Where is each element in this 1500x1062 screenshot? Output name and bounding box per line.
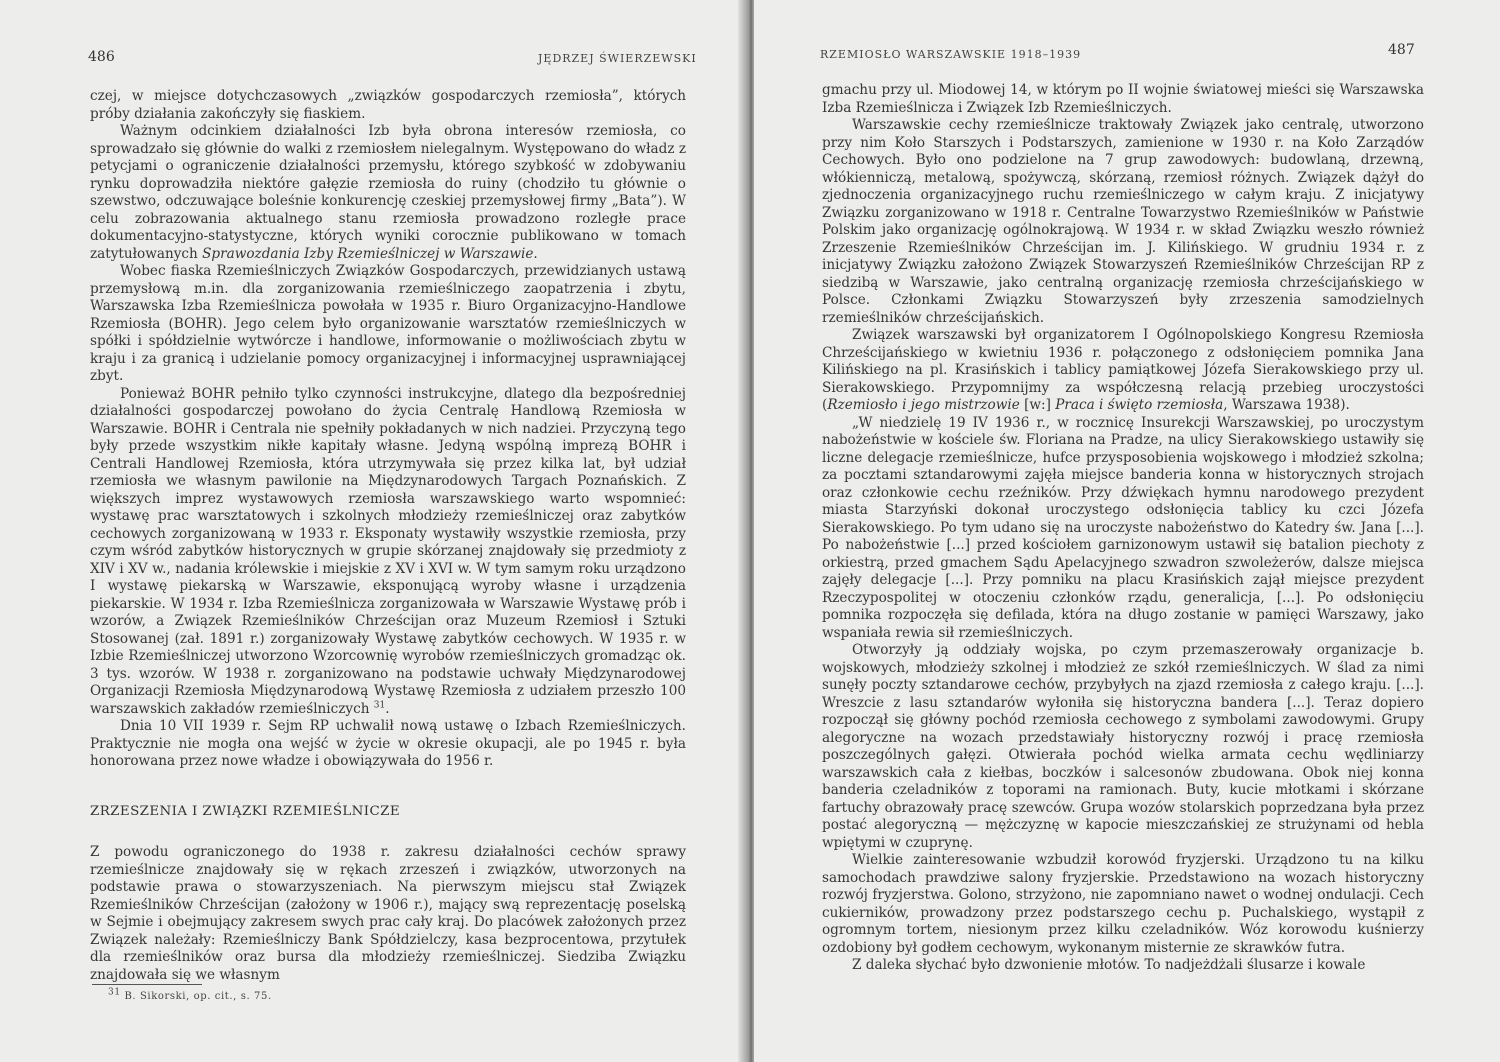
footnote-text: B. Sikorski, op. cit., s. 75. (124, 991, 272, 1002)
paragraph: Ważnym odcinkiem działalności Izb była obrona interesów rzemiosła, co sprowadzało się głównie do walki z rzemiosłem nielegalnym. Występowano do władz z petycjami o ograniczenie działalności przemysłu, którego szybkość w zdobywaniu rynku doprowadziła niektóre gałęzie rzemiosła do ruiny (chodziło tu głównie o szewstwo, odczuwające boleśnie konkurencję czeskiej przemysłowej firmy „Bata”). W celu zobrazowania aktualnego stanu rzemiosła prowadzono rozległe prace dokumentacyjno-statystyczne, których wyniki corocznie publikowano w tomach zatytułowanych Sprawozdania Izby Rzemieślniczej w Warszawie. (90, 123, 686, 262)
paragraph: Dnia 10 VII 1939 r. Sejm RP uchwalił nową ustawę o Izbach Rzemieślniczych. Praktycznie nie mogła ona wejść w życie w okresie okupacji, ale po 1945 r. była honorowana przez nowe władze i obowiązywała do 1956 r. (90, 718, 686, 769)
footnote-ref[interactable]: 31 (373, 699, 386, 710)
left-body-text (90, 88, 686, 771)
footnote (108, 987, 272, 1002)
page-number-left: 486 (88, 49, 115, 65)
running-head-right: RZEMIOSŁO WARSZAWSKIE 1918–1939 (820, 48, 1082, 61)
paragraph: czej, w miejsce dotychczasowych „związków gospodarczych rzemiosła”, których próby działania zakończyły się fiaskiem. (90, 88, 686, 122)
paragraph: Ponieważ BOHR pełniło tylko czynności instrukcyjne, dlatego dla bezpośredniej działalności gospodarczej powołano do życia Centralę Handlową Rzemiosła w Warszawie. BOHR i Centrala nie spełniły pokładanych w nich nadziei. Przyczyną tego były przede wszystkim nikłe kapitały własne. Jedyną wspólną imprezą BOHR i Centrali Handlowej Rzemiosła, która utrzymywała się przez kilka lat, był udział rzemiosła we własnym pawilonie na Międzynarodowych Targach Poznańskich. Z większych imprez wystawowych rzemiosła warszawskiego warto wspomnieć: wystawę prac warsztatowych i szkolnych młodzieży rzemieślniczej oraz zabytków cechowych zorganizowaną w 1933 r. Eksponaty wystawiły wszystkie rzemiosła, przy czym wśród zabytków historycznych w grupie skórzanej znajdowały się przedmioty z XIV i XV w., nadania królewskie i miejskie z XV i XVI w. W tym samym roku urządzono I wystawę piekarską w Warszawie, eksponującą wyroby własne i urządzenia piekarskie. W 1934 r. Izba Rzemieślnicza zorganizowała w Warszawie Wystawę prób i wzorów, a Związek Rzemieślników Chrześcijan oraz Muzeum Rzemiosł i Sztuki Stosowanej (zał. 1891 r.) zorganizowały Wystawę zabytków cechowych. W 1935 r. w Izbie Rzemieślniczej utworzono Wzorcownię wyrobów rzemieślniczych gromadząc ok. 3 tys. wzorów. W 1938 r. zorganizowano na podstawie uchwały Międzynarodowej Organizacji Rzemiosła Międzynarodową Wystawę Rzemiosła z udziałem przeszło 100 warszawskich zakładów rzemieślniczych $^{31}$. (90, 385, 686, 717)
right-body-text (822, 82, 1424, 975)
paragraph: gmachu przy ul. Miodowej 14, w którym po II wojnie światowej mieści się Warszawska Izba Rzemieślnicza i Związek Izb Rzemieślniczych. (822, 82, 1424, 116)
footnote-number: 31 (108, 987, 121, 998)
paragraph: Z daleka słychać było dzwonienie młotów. To nadjeżdżali ślusarze i kowale (852, 957, 1366, 973)
paragraph: Warszawskie cechy rzemieślnicze traktowały Związek jako centralę, utworzono przy nim Koło Starszych i Podstarszych, zamienione w 1930 r. na Koło Zarządów Cechowych. Było ono podzielone na 7 grup zawodowych: budowlaną, drzewną, włókienniczą, metalową, spożywczą, skórzaną, rzemiosł różnych. Związek dążył do zjednoczenia organizacyjnego ruchu rzemieślniczego w całym kraju. Z inicjatywy Związku zorganizowano w 1918 r. Centralne Towarzystwo Rzemieślników w Państwie Polskim jako organizację ogólnokrajową. W 1934 r. w skład Związku weszło również Zrzeszenie Rzemieślników Chrześcijan im. J. Kilińskiego. W grudniu 1934 r. z inicjatywy Związku założono Związek Stowarzyszeń Rzemieślników Chrześcijan RP z siedzibą w Warszawie, jako centralną organizację rzemiosła chrześcijańskiego w Polsce. Członkami Związku Stowarzyszeń były zrzeszenia samodzielnych rzemieślników chrześcijańskich. (822, 117, 1424, 326)
section-body-text (90, 844, 686, 984)
italic-title: Rzemiosło i jego mistrzowie (827, 397, 1020, 413)
footnote-rule (92, 984, 202, 985)
italic-title: Praca i święto rzemiosła (1055, 397, 1224, 413)
page-number-right: 487 (1388, 42, 1415, 58)
left-page (0, 0, 748, 1062)
section-heading: ZRZESZENIA I ZWIĄZKI RZEMIEŚLNICZE (90, 804, 401, 819)
paragraph: Wobec fiaska Rzemieślniczych Związków Gospodarczych, przewidzianych ustawą przemysłową m.in. dla zorganizowania rzemieślniczego zaopatrzenia i zbytu, Warszawska Izba Rzemieślnicza powołała w 1935 r. Biuro Organizacyjno-Handlowe Rzemiosła (BOHR). Jego celem było organizowanie warsztatów rzemieślniczych w spółki i spółdzielnie wytwórcze i handlowe, informowanie o możliwościach zbytu w kraju i za granicą i udzielanie pomocy organizacyjnej i informacyjnej usprawniającej zbyt. (90, 263, 686, 384)
paragraph: Związek warszawski był organizatorem I Ogólnopolskiego Kongresu Rzemiosła Chrześcijańskiego w kwietniu 1936 r. połączonego z odsłonięciem pomnika Jana Kilińskiego na pl. Krasińskich i tablicy pamiątkowej Józefa Sierakowskiego przy ul. Sierakowskiego. Przypomnijmy za współczesną relacją przebieg uroczystości (Rzemiosło i jego mistrzowie [w:] Praca i święto rzemiosła, Warszawa 1938). (822, 327, 1424, 413)
paragraph: Z powodu ograniczonego do 1938 r. zakresu działalności cechów sprawy rzemieślnicze znajdowały się w rękach zrzeszeń i związków, utworzonych na podstawie prawa o stowarzyszeniach. Na pierwszym miejscu stał Związek Rzemieślników Chrześcijan (założony w 1906 r.), mający swą reprezentację poselską w Sejmie i obejmujący zakresem swych prac cały kraj. Do placówek założonych przez Związek należały: Rzemieślniczy Bank Spółdzielczy, kasa bezprocentowa, przytułek dla rzemieślników oraz bursa dla młodzieży rzemieślniczej. Siedziba Związku znajdowała się we własnym (90, 844, 686, 983)
paragraph: Otworzyły ją oddziały wojska, po czym przemaszerowały organizacje b. wojskowych, młodzieży szkolnej i młodzież ze szkół rzemieślniczych. W ślad za nimi sunęły poczty sztandarowe cechów, przybyłych na zjazd rzemiosła z całego kraju. [...]. Wreszcie z lasu sztandarów wyłoniła się historyczna bandera [...]. Teraz dopiero rozpoczął się główny pochód rzemiosła cechowego z symbolami zawodowymi. Grupy alegoryczne na wozach przedstawiały historyczny rozwój i pracę rzemiosła poszczególnych gałęzi. Otwierała pochód wielka armata cechu wędliniarzy warszawskich cała z kiełbas, boczków i salcesonów zbudowana. Obok niej konna banderia czeladników z toporami na ramionach. Buty, kucie młotkami i skórzane fartuchy obrazowały pracę szewców. Grupa wozów stolarskich poprzedzana była przez postać alegoryczną — mężczyznę w kapocie mieszczańskiej ze strużynami od hebla wpiętymi w czuprynę. (822, 642, 1424, 851)
right-page (754, 0, 1500, 1062)
running-head-left: JĘDRZEJ ŚWIERZEWSKI (538, 52, 697, 65)
paragraph: „W niedzielę 19 IV 1936 r., w rocznicę Insurekcji Warszawskiej, po uroczystym nabożeństwie w kościele św. Floriana na Pradze, na ulicy Sierakowskiego ustawiły się liczne delegacje rzemieślnicze, hufce przysposobienia wojskowego i młodzież szkolna; za pocztami sztandarowymi zajęła miejsce banderia konna w historycznych strojach oraz członkowie cechu rzeźników. Przy dźwiękach hymnu narodowego prezydent miasta Starzyński dokonał uroczystego odsłonięcia tablicy ku czci Józefa Sierakowskiego. Po tym udano się na uroczyste nabożeństwo do Katedry św. Jana [...]. Po nabożeństwie [...] przed kościołem garnizonowym ustawił się batalion piechoty z orkiestrą, przed gmachem Sądu Apelacyjnego szwadron szwoleżerów, dalsze miejsca zajęły delegacje [...]. Przy pomniku na placu Krasińskich zajął miejsce prezydent Rzeczypospolitej w otoczeniu członków rządu, generalicja, [...]. Po odsłonięciu pomnika rozpoczęła się defilada, która na długo zostanie w pamięci Warszawy, jako wspaniała rewia sił rzemieślniczych. (822, 414, 1424, 641)
italic-title: Sprawozdania Izby Rzemieślniczej w Warszawie (202, 245, 534, 262)
paragraph: Wielkie zainteresowanie wzbudził korowód fryzjerski. Urządzono tu na kilku samochodach prawdziwe salony fryzjerskie. Przedstawiono na wozach historyczny rozwój fryzjerstwa. Golono, strzyżono, nie zapomniano nawet o wodnej ondulacji. Cech cukierników, prowadzony przez podstarszego cechu p. Puchalskiego, wystąpił z ogromnym tortem, niesionym przez kilku czeladników. Wóz korowodu kuśnierzy ozdobiony był godłem cechowym, wykonanym misternie ze skrawków futra. (822, 852, 1424, 956)
